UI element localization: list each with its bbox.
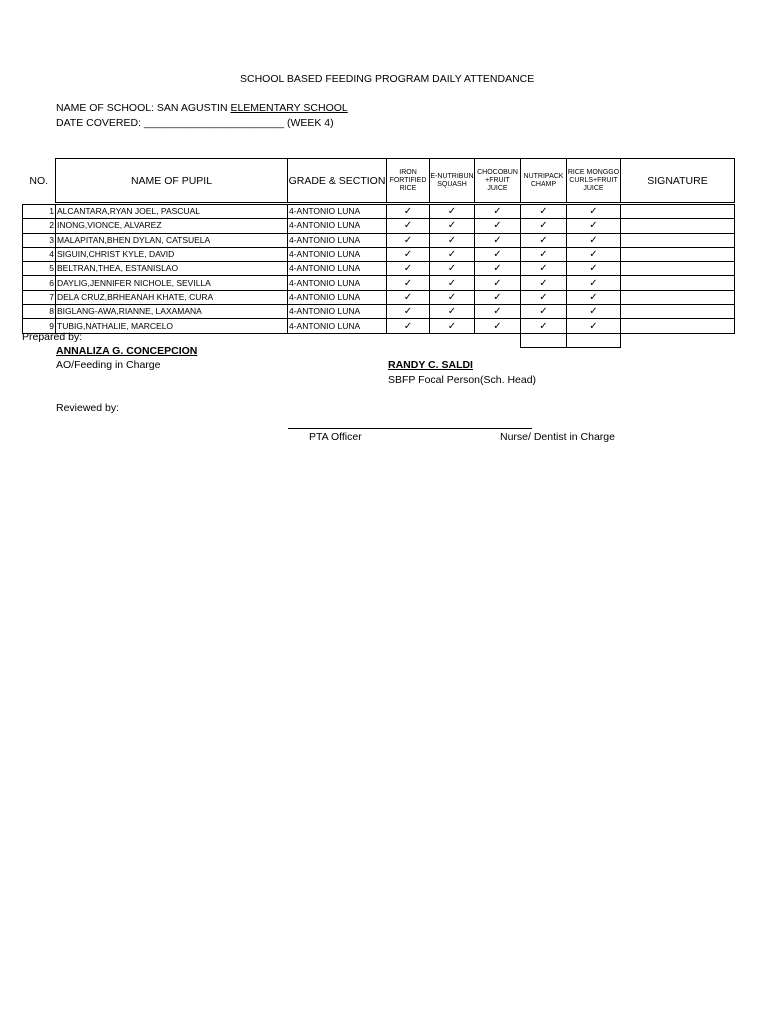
pta-signature-line <box>288 428 388 429</box>
signature-cell <box>621 219 735 233</box>
table-row <box>23 219 735 233</box>
check-mark-e-nutribun-squash: ✓ <box>430 219 475 233</box>
check-mark-nutripack-champ: ✓ <box>521 247 567 261</box>
table-row <box>23 205 735 219</box>
check-mark-iron-fortified-rice: ✓ <box>387 305 430 319</box>
check-mark-iron-fortified-rice: ✓ <box>387 276 430 290</box>
check-mark-chocobun-fruit-juice: ✓ <box>475 319 521 333</box>
grade-section: 4-ANTONIO LUNA <box>288 205 387 219</box>
preparer-name: ANNALIZA G. CONCEPCION <box>56 345 198 357</box>
date-covered: DATE COVERED: ________________________ (WEEK 4) <box>56 117 334 129</box>
check-mark-iron-fortified-rice: ✓ <box>387 233 430 247</box>
check-mark-e-nutribun-squash: ✓ <box>430 247 475 261</box>
check-mark-nutripack-champ: ✓ <box>521 233 567 247</box>
pupil-name: MALAPITAN,BHEN DYLAN, CATSUELA <box>56 233 288 247</box>
grade-section: 4-ANTONIO LUNA <box>288 233 387 247</box>
table-row <box>23 319 735 333</box>
check-mark-rice-monggo-curls: ✓ <box>567 205 621 219</box>
grade-section: 4-ANTONIO LUNA <box>288 276 387 290</box>
check-mark-iron-fortified-rice: ✓ <box>387 290 430 304</box>
header-chocobun-fruit-juice: CHOCOBUN +FRUIT JUICE <box>475 159 521 203</box>
pupil-name: ALCANTARA,RYAN JOEL, PASCUAL <box>56 205 288 219</box>
grade-section: 4-ANTONIO LUNA <box>288 247 387 261</box>
check-mark-chocobun-fruit-juice: ✓ <box>475 262 521 276</box>
document-title: SCHOOL BASED FEEDING PROGRAM DAILY ATTENDANCE <box>240 73 535 85</box>
row-number: 1 <box>23 205 56 219</box>
grade-section: 4-ANTONIO LUNA <box>288 290 387 304</box>
row-number: 5 <box>23 262 56 276</box>
check-mark-nutripack-champ: ✓ <box>521 319 567 333</box>
nurse-signature-line <box>388 428 532 429</box>
check-mark-iron-fortified-rice: ✓ <box>387 205 430 219</box>
signature-cell <box>621 305 735 319</box>
pupil-name: BIGLANG-AWA,RIANNE, LAXAMANA <box>56 305 288 319</box>
check-mark-chocobun-fruit-juice: ✓ <box>475 290 521 304</box>
row-number: 9 <box>23 319 56 333</box>
check-mark-nutripack-champ: ✓ <box>521 205 567 219</box>
header-grade: GRADE & SECTION <box>288 159 387 203</box>
check-mark-rice-monggo-curls: ✓ <box>567 276 621 290</box>
prepared-by-label: Prepared by: <box>22 331 83 343</box>
signature-cell <box>621 247 735 261</box>
pta-officer-label: PTA Officer <box>309 431 362 443</box>
summary-cell-nutripack <box>521 333 567 347</box>
check-mark-rice-monggo-curls: ✓ <box>567 262 621 276</box>
nurse-dentist-label: Nurse/ Dentist in Charge <box>500 431 615 443</box>
school-value: ELEMENTARY SCHOOL <box>230 102 348 114</box>
attendance-table <box>22 158 735 348</box>
table-row <box>23 247 735 261</box>
pupil-name: INONG,VIONCE, ALVAREZ <box>56 219 288 233</box>
check-mark-iron-fortified-rice: ✓ <box>387 247 430 261</box>
row-number: 8 <box>23 305 56 319</box>
row-number: 7 <box>23 290 56 304</box>
row-number: 6 <box>23 276 56 290</box>
header-no: NO. <box>29 174 49 187</box>
row-number: 3 <box>23 233 56 247</box>
header-name: NAME OF PUPIL <box>56 159 288 203</box>
header-e-nutribun-squash: E-NUTRIBUN SQUASH <box>430 159 475 203</box>
check-mark-e-nutribun-squash: ✓ <box>430 205 475 219</box>
header-row <box>23 159 735 203</box>
table-row <box>23 290 735 304</box>
table-row <box>23 233 735 247</box>
table-row <box>23 305 735 319</box>
check-mark-nutripack-champ: ✓ <box>521 290 567 304</box>
check-mark-rice-monggo-curls: ✓ <box>567 305 621 319</box>
pupil-name: DAYLIG,JENNIFER NICHOLE, SEVILLA <box>56 276 288 290</box>
table-row <box>23 262 735 276</box>
signature-cell <box>621 290 735 304</box>
table-row <box>23 276 735 290</box>
check-mark-nutripack-champ: ✓ <box>521 276 567 290</box>
signature-cell <box>621 319 735 333</box>
signature-cell <box>621 233 735 247</box>
school-label: NAME OF SCHOOL: SAN AGUSTIN <box>56 102 231 114</box>
check-mark-nutripack-champ: ✓ <box>521 219 567 233</box>
check-mark-chocobun-fruit-juice: ✓ <box>475 205 521 219</box>
school-head-role: SBFP Focal Person(Sch. Head) <box>388 374 537 386</box>
check-mark-rice-monggo-curls: ✓ <box>567 219 621 233</box>
check-mark-chocobun-fruit-juice: ✓ <box>475 247 521 261</box>
check-mark-e-nutribun-squash: ✓ <box>430 276 475 290</box>
grade-section: 4-ANTONIO LUNA <box>288 319 387 333</box>
check-mark-rice-monggo-curls: ✓ <box>567 233 621 247</box>
preparer-role: AO/Feeding in Charge <box>56 359 161 371</box>
row-number: 4 <box>23 247 56 261</box>
check-mark-rice-monggo-curls: ✓ <box>567 247 621 261</box>
summary-cell-monggo <box>567 333 621 347</box>
pupil-name: BELTRAN,THEA, ESTANISLAO <box>56 262 288 276</box>
check-mark-e-nutribun-squash: ✓ <box>430 319 475 333</box>
grade-section: 4-ANTONIO LUNA <box>288 219 387 233</box>
check-mark-chocobun-fruit-juice: ✓ <box>475 276 521 290</box>
check-mark-e-nutribun-squash: ✓ <box>430 233 475 247</box>
signature-cell <box>621 262 735 276</box>
grade-section: 4-ANTONIO LUNA <box>288 305 387 319</box>
pupil-name: DELA CRUZ,BRHEANAH KHATE, CURA <box>56 290 288 304</box>
row-number: 2 <box>23 219 56 233</box>
check-mark-chocobun-fruit-juice: ✓ <box>475 219 521 233</box>
check-mark-e-nutribun-squash: ✓ <box>430 305 475 319</box>
pupil-name: SIGUIN,CHRIST KYLE, DAVID <box>56 247 288 261</box>
check-mark-nutripack-champ: ✓ <box>521 305 567 319</box>
pupil-name: TUBIG,NATHALIE, MARCELO <box>56 319 288 333</box>
check-mark-nutripack-champ: ✓ <box>521 262 567 276</box>
check-mark-chocobun-fruit-juice: ✓ <box>475 305 521 319</box>
check-mark-chocobun-fruit-juice: ✓ <box>475 233 521 247</box>
check-mark-e-nutribun-squash: ✓ <box>430 262 475 276</box>
signature-cell <box>621 205 735 219</box>
reviewed-by-label: Reviewed by: <box>56 402 120 414</box>
header-rice-monggo-curls: RICE MONGGO CURLS+FRUIT JUICE <box>567 159 621 203</box>
check-mark-iron-fortified-rice: ✓ <box>387 319 430 333</box>
signature-cell <box>621 276 735 290</box>
check-mark-rice-monggo-curls: ✓ <box>567 290 621 304</box>
check-mark-iron-fortified-rice: ✓ <box>387 262 430 276</box>
check-mark-e-nutribun-squash: ✓ <box>430 290 475 304</box>
header-nutripack-champ: NUTRIPACK CHAMP <box>521 159 567 203</box>
header-iron-fortified-rice: IRON FORTIFIED RICE <box>387 159 430 203</box>
school-head-name: RANDY C. SALDI <box>388 359 473 371</box>
check-mark-rice-monggo-curls: ✓ <box>567 319 621 333</box>
header-signature: SIGNATURE <box>621 159 735 203</box>
check-mark-iron-fortified-rice: ✓ <box>387 219 430 233</box>
school-line <box>56 102 348 114</box>
grade-section: 4-ANTONIO LUNA <box>288 262 387 276</box>
